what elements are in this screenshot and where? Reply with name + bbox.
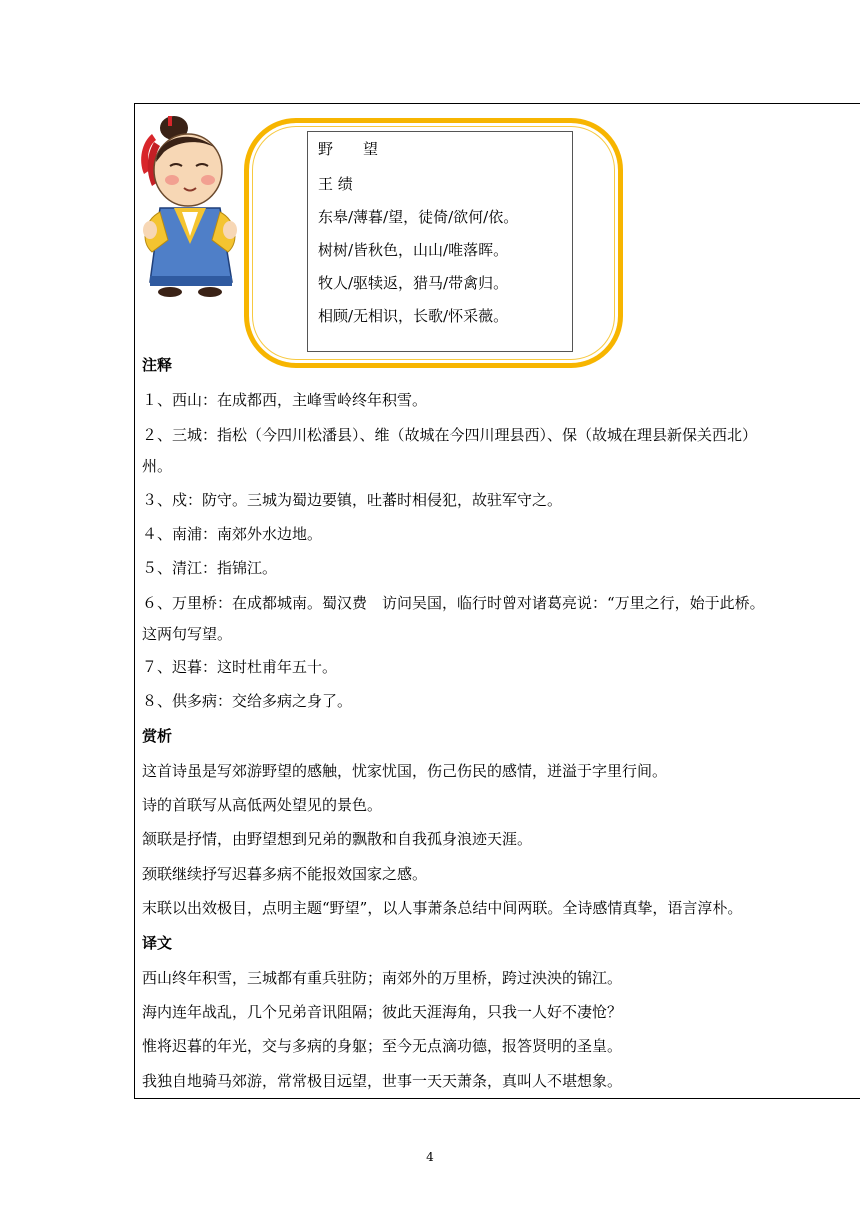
poem-line: 东皋/薄暮/望，徒倚/欲何/依。 — [318, 208, 519, 226]
translation-item: 海内连年战乱，几个兄弟音讯阻隔；彼此天涯海角，只我一人好不凄怆？ — [142, 1003, 623, 1021]
poem-line: 牧人/驱犊返，猎马/带禽归。 — [318, 274, 509, 292]
analysis-heading: 赏析 — [142, 727, 173, 745]
poem-author: 王 绩 — [318, 175, 353, 193]
analysis-item: 这首诗虽是写郊游野望的感触，忧家忧国，伤己伤民的感情，迸溢于字里行间。 — [142, 762, 668, 780]
ancient-scholar-illustration — [134, 112, 244, 298]
note-item: ４、南浦：南郊外水边地。 — [142, 525, 323, 543]
note-item: ３、戍：防守。三城为蜀边要镇，吐蕃时相侵犯，故驻军守之。 — [142, 491, 563, 509]
poem-title: 野 望 — [318, 140, 379, 158]
analysis-item: 末联以出效极目，点明主题“野望”，以人事萧条总结中间两联。全诗感情真挚，语言淳朴。 — [142, 899, 743, 917]
note-item: ５、清江：指锦江。 — [142, 559, 278, 577]
note-item: ８、供多病：交给多病之身了。 — [142, 692, 353, 710]
note-item: １、西山：在成都西，主峰雪岭终年积雪。 — [142, 391, 428, 409]
analysis-item: 诗的首联写从高低两处望见的景色。 — [142, 796, 383, 814]
note-item: 这两句写望。 — [142, 625, 233, 643]
note-item: 州。 — [142, 457, 173, 475]
page-number: 4 — [426, 1150, 434, 1164]
translation-item: 西山终年积雪，三城都有重兵驻防；南郊外的万里桥，跨过泱泱的锦江。 — [142, 969, 623, 987]
translation-item: 惟将迟暮的年光，交与多病的身躯；至今无点滴功德，报答贤明的圣皇。 — [142, 1037, 623, 1055]
note-item: ２、三城：指松（今四川松潘县）、维（故城在今四川理县西）、保（故城在理县新保关西北） — [142, 426, 758, 444]
translation-item: 我独自地骑马郊游，常常极目远望，世事一天天萧条，真叫人不堪想象。 — [142, 1072, 623, 1090]
analysis-item: 颈联继续抒写迟暮多病不能报效国家之感。 — [142, 865, 428, 883]
notes-heading: 注释 — [142, 356, 173, 374]
translation-heading: 译文 — [142, 934, 173, 952]
note-item: ６、万里桥：在成都城南。蜀汉费 访问吴国，临行时曾对诸葛亮说：“万里之行，始于此桥。 — [142, 594, 765, 612]
note-item: ７、迟暮：这时杜甫年五十。 — [142, 658, 338, 676]
poem-line: 树树/皆秋色，山山/唯落晖。 — [318, 241, 509, 259]
poem-line: 相顾/无相识，长歌/怀采薇。 — [318, 307, 509, 325]
analysis-item: 颔联是抒情，由野望想到兄弟的飘散和自我孤身浪迹天涯。 — [142, 830, 533, 848]
